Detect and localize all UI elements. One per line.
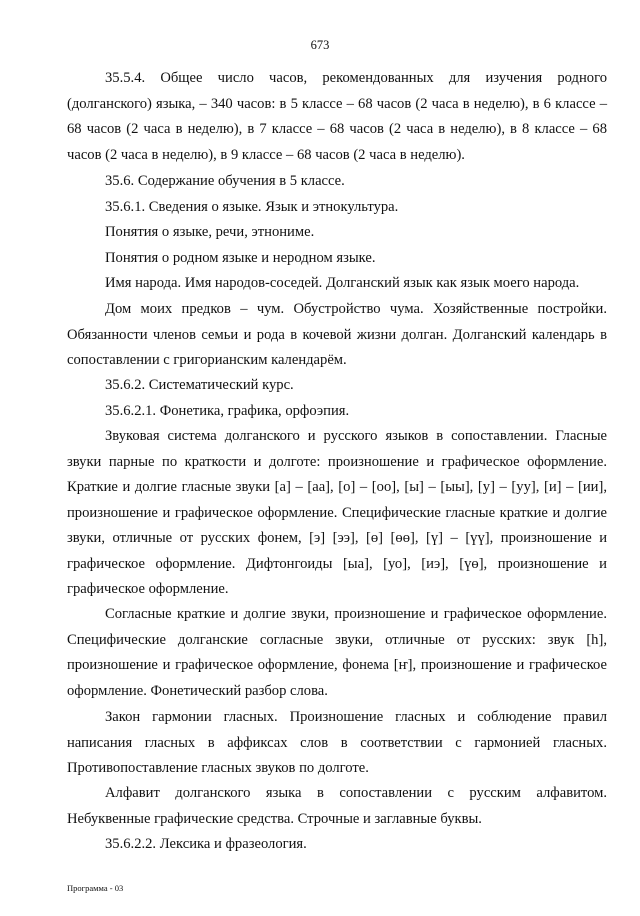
section-heading-35-6: 35.6. Содержание обучения в 5 классе.	[105, 173, 345, 189]
paragraph-language-concepts: Понятия о языке, речи, этнониме.	[105, 224, 315, 240]
paragraph-native-language: Понятия о родном языке и неродном языке.	[105, 250, 376, 266]
subsection-heading-35-6-2: 35.6.2. Систематический курс.	[105, 377, 294, 393]
footer-program-code: Программа - 03	[67, 883, 124, 893]
paragraph-people-name: Имя народа. Имя народов-соседей. Долганский язык как язык моего народа.	[105, 275, 580, 291]
paragraph-35-5-4: 35.5.4. Общее число часов, рекомендованных для изучения родного (долганского) языка, – 340 часов: в 5 классе – 68 часов (2 часа в неделю), в 6 классе – 68 часов (2 часа в неделю), в 7 классе – 68 часов (2 часа в неделю), в 8 классе – 68 часов (2 часа в неделю), в 9 классе – 68 часов (2 часа в неделю).	[67, 70, 607, 163]
subsection-heading-35-6-2-1: 35.6.2.1. Фонетика, графика, орфоэпия.	[105, 403, 350, 419]
page-number: 673	[310, 38, 330, 52]
paragraph-consonants: Согласные краткие и долгие звуки, произношение и графическое оформление. Специфические долганские согласные звуки, отличные от русских: звук [h], произношение и графическое оформление, фонема [ҥ], произношение и графическое оформление. Фонетический разбор слова.	[67, 606, 607, 699]
subsection-heading-35-6-1: 35.6.1. Сведения о языке. Язык и этнокультура.	[105, 199, 399, 215]
paragraph-vowel-system: Звуковая система долганского и русского языков в сопоставлении. Гласные звуки парные по краткости и долготе: произношение и графическое оформление. Краткие и долгие гласные звуки [а] – [аа], [о] – [оо], [ы] – [ыы], [у] – [уу], [и] – [ии], произношение и графическое оформление. Специфические гласные краткие и долгие звуки, отличные от русских фонем, [э] [ээ], [ө] [өө], [ү] – [үү], произношение и графическое оформление. Дифтонгоиды [ыа], [уо], [иэ], [үө], произношение и графическое оформление.	[67, 428, 607, 597]
paragraph-ancestors-home: Дом моих предков – чум. Обустройство чума. Хозяйственные постройки. Обязанности членов семьи и рода в кочевой жизни долган. Долганский календарь в сопоставлении с григорианским календарём.	[67, 301, 607, 368]
paragraph-alphabet: Алфавит долганского языка в сопоставлении с русским алфавитом. Небуквенные графические средства. Строчные и заглавные буквы.	[67, 785, 607, 827]
paragraph-vowel-harmony: Закон гармонии гласных. Произношение гласных и соблюдение правил написания гласных в аффиксах слов в соответствии с гармонией гласных. Противопоставление гласных звуков по долготе.	[67, 709, 607, 776]
subsection-heading-35-6-2-2: 35.6.2.2. Лексика и фразеология.	[105, 836, 307, 852]
